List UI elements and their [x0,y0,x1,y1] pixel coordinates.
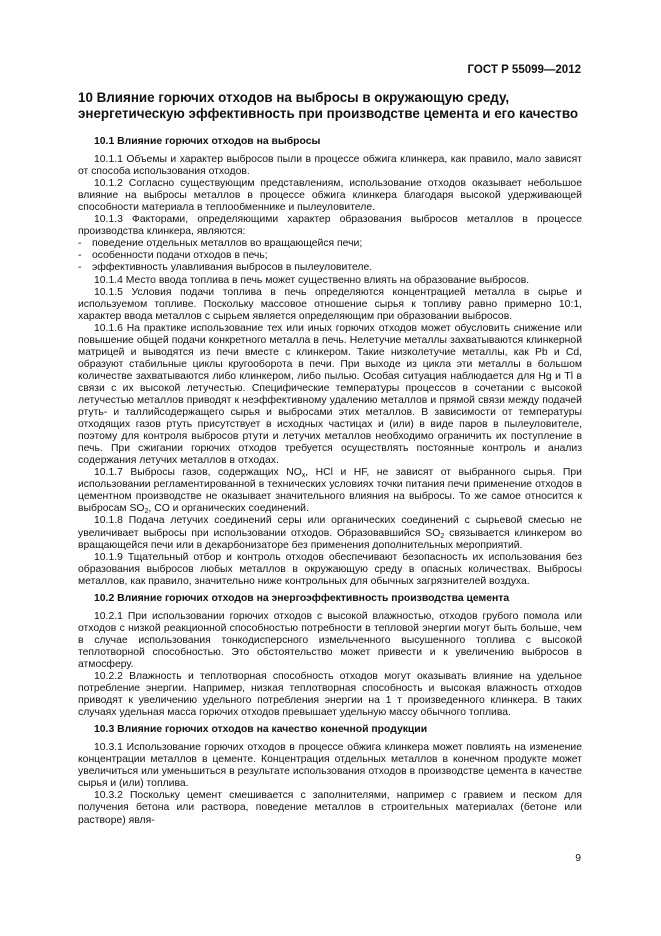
list-dash: - [78,238,82,250]
paragraph-10-1-1: 10.1.1 Объемы и характер выбросов пыли в процессе обжига клинкера, как правило, мало зависят от способа использования отходов. [78,154,582,178]
paragraph-10-1-2: 10.1.2 Согласно существующим представлениям, использование отходов оказывает небольшое влияние на выбросы металлов в процессе обжига клинкера благодаря высокой удерживающей способности материала в теплообменнике и пылеуловителе. [78,178,582,214]
list-item: - особенности подачи отходов в печь; [78,250,268,262]
paragraph-10-3-2: 10.3.2 Поскольку цемент смешивается с заполнителями, например с гравием и песком для получения бетона или раствора, поведение металлов в строительных материалах (бетоне или растворе) явля- [78,790,582,826]
paragraph-10-1-4: 10.1.4 Место ввода топлива в печь может существенно влиять на образование выбросов. [94,274,530,286]
paragraph-10-3-1: 10.3.1 Использование горючих отходов в процессе обжига клинкера может повлиять на изменение концентрации металлов в цементе. Концентрация отдельных металлов в конечном продукте может увеличиться или уменьшиться в результате использования отходов в производстве цемента в качестве сырья и (или) топлива. [78,742,582,790]
paragraph-10-1-5: 10.1.5 Условия подачи топлива в печь определяются концентрацией металла в сырье и используемом топливе. Поскольку массовое отношение сырья к топливу равно примерно 10:1, характер ввода металлов с сырьем является определяющим при образовании выбросов. [78,286,582,322]
paragraph-10-1-6: 10.1.6 На практике использование тех или иных горючих отходов может обусловить снижение или повышение общей подачи конкретного металла в печь. Нелетучие металлы захватываются клинкерной матрицей и выводятся из печи вместе с клинкером. Такие низколетучие металлы, как Pb и Cd, образуют стабильные циклы кругооборота в печи. При выходе из цикла эти металлы в большом количестве захватываются либо клинкером, либо пылью. Особая ситуация наблюдается для Hg и Tl в связи с их высокой летучестью. Специфические температуры процессов в сочетании с высокой летучестью металлов приводят к неэффективному удалению металлов и прямой связи между подачей ртуть- и таллийсодержащего сырья и выбросами этих металлов. В зависимости от температуры отходящих газов ртуть присутствует в исходных частицах и (или) в виде паров в пылеуловителе, поэтому для контроля выбросов ртути и летучих металлов необходимо ограничить их поступление в печь. При сжигании горючих отходов требуется осуществлять постоянные контроль и анализ содержания летучих металлов в отходах. [78,322,582,467]
paragraph-10-2-2: 10.2.2 Влажность и теплотворная способность отходов могут оказывать влияние на удельное потребление энергии. Например, низкая теплотворная способность и высокая влажность отходов приводят к увеличению удельного потребления энергии на 1 т произведенного клинкера. В таких случаях удельная масса горючих отходов превышает удельную массу обычного топлива. [78,671,582,719]
paragraph-10-1-3: 10.1.3 Факторами, определяющими характер образования выбросов металлов в процессе производства клинкера, являются: [78,214,582,238]
list-item: - эффективность улавливания выбросов в пылеуловителе. [78,262,373,274]
page-number: 9 [575,853,581,864]
paragraph-10-1-7: 10.1.7 Выбросы газов, содержащих $NO_x$, HCl и HF, не зависят от выбранного сырья. При использовании регламентированной в технических условиях точки питания печи применение отходов в цементном производстве не оказывает значительного влияния на выбросы. То же самое относится к выбросам $SO_2$, CO и органических соединений. [78,467,582,516]
subsection-title-10-1: 10.1 Влияние горючих отходов на выбросы [94,136,321,147]
page-content [78,90,582,827]
paragraph-10-1-8: 10.1.8 Подача летучих соединений серы или органических соединений с сырьевой смесью не увеличивает выбросы при использовании отходов. Образовавшийся $SO_2$ связывается клинкером во вращающейся печи или в декарбонизаторе без применения дополнительных мероприятий. [78,515,583,551]
standard-number: ГОСТ Р 55099—2012 [467,64,581,76]
list-item: - поведение отдельных металлов во вращающейся печи; [78,238,363,250]
paragraph-10-2-1: 10.2.1 При использовании горючих отходов с высокой влажностью, отходов грубого помола или отходов с низкой реакционной способностью потребности в тепловой энергии могут быть больше, чем в случае использования тонкодисперсного измельченного высушенного топлива с высокой теплотворной способностью. Это обстоятельство может привести и к увеличению выбросов в атмосферу. [78,610,582,670]
factors-list [78,238,582,274]
subsection-title-10-3: 10.3 Влияние горючих отходов на качество конечной продукции [94,724,428,736]
list-dash: - [78,262,82,274]
paragraph-10-1-9: 10.1.9 Тщательный отбор и контроль отходов обеспечивают безопасность их использования без образования выбросов любых металлов в окружающую среду в опасных количествах. Выбросы металлов, как правило, значительно ниже контрольных для обычных загрязнителей воздуха. [78,551,582,587]
subsection-title-10-2: 10.2 Влияние горючих отходов на энергоэффективность производства цемента [94,592,510,604]
list-dash: - [78,250,82,262]
section-title: 10 Влияние горючих отходов на выбросы в окружающую среду, энергетическую эффективность при производстве цемента и его качество [78,90,579,121]
